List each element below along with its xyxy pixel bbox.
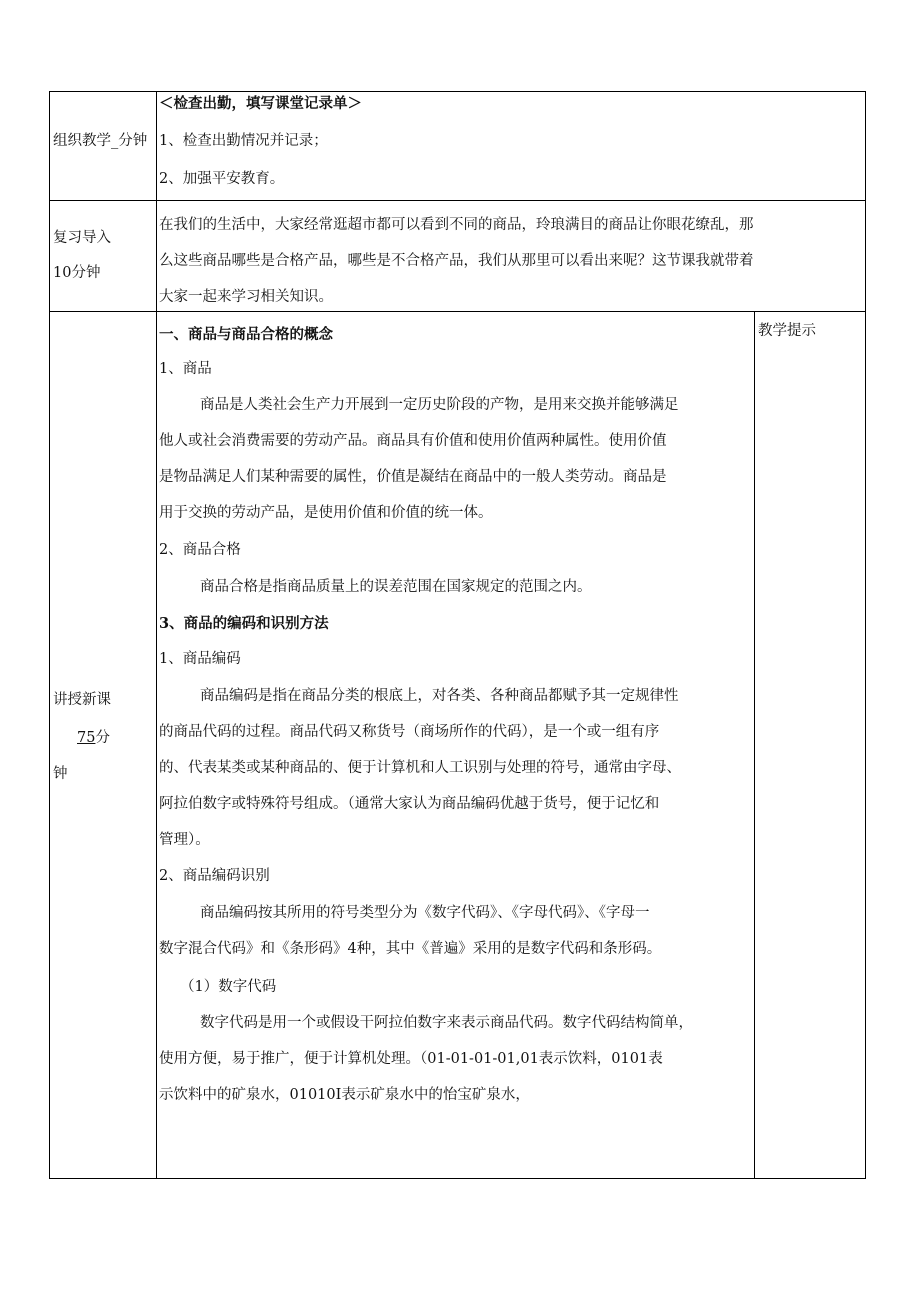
para-coding-line-3: 的、代表某类或某种商品的、便于计算机和人工识别与处理的符号，通常由字母、	[159, 760, 681, 776]
para-numeric-line-2: 使用方便，易于推广，便于计算机处理。（01-01-01-01,01表示饮料，0101表	[159, 1051, 663, 1067]
subsection-recognition: 2、商品编码识别	[159, 868, 270, 884]
row2-text-line-2: 么这些商品哪些是合格产品，哪些是不合格产品，我们从那里可以看出来呢？这节课我就带着	[159, 253, 754, 269]
row2-text-line-3: 大家一起来学习相关知识。	[159, 289, 333, 305]
row1-label	[53, 126, 153, 156]
para-commodity-line-4: 用于交换的劳动产品，是使用价值和价值的统一体。	[159, 505, 493, 521]
column-divider-tip	[754, 311, 755, 1178]
lesson-plan-table	[49, 91, 866, 1179]
column-divider-label	[156, 92, 157, 1178]
para-recognition-line-2: 数字混合代码》和《条形码》4种，其中《普遍》采用的是数字代码和条形码。	[159, 941, 662, 957]
row2-label-line1: 复习导入	[53, 230, 111, 246]
subsection-coding: 1、商品编码	[159, 651, 241, 667]
row1-heading: ＜检查出勤，填写课堂记录单＞	[159, 95, 362, 112]
row1-item-1: 1、检查出勤情况并记录；	[159, 133, 328, 149]
para-recognition-line-1: 商品编码按其所用的符号类型分为《数字代码》、《字母代码》、《字母一	[200, 905, 650, 921]
para-coding-line-4: 阿拉伯数字或特殊符号组成。（通常大家认为商品编码优越于货号，便于记忆和	[159, 796, 660, 812]
row3-minutes-value: 75	[77, 730, 96, 746]
subsection-qualified: 2、商品合格	[159, 542, 241, 558]
para-commodity-line-1: 商品是人类社会生产力开展到一定历史阶段的产物，是用来交换并能够满足	[200, 397, 679, 413]
row1-item-2: 2、加强平安教育。	[159, 171, 285, 187]
teaching-tip-header: 教学提示	[758, 323, 816, 339]
row3-label-line3: 钟	[53, 766, 68, 782]
para-commodity-line-3: 是物品满足人们某种需要的属性，价值是凝结在商品中的一般人类劳动。商品是	[159, 469, 667, 485]
para-numeric-line-1: 数字代码是用一个或假设干阿拉伯数字来表示商品代码。数字代码结构简单，	[200, 1015, 693, 1031]
subsection-commodity: 1、商品	[159, 361, 212, 377]
para-qualified: 商品合格是指商品质量上的误差范围在国家规定的范围之内。	[200, 579, 592, 595]
row-divider-1	[50, 200, 865, 201]
para-numeric-line-3: 示饮料中的矿泉水，01010I表示矿泉水中的怡宝矿泉水，	[159, 1087, 530, 1103]
row3-label-minutes	[77, 730, 110, 747]
row-divider-2	[50, 311, 865, 312]
row2-label-line2: 10分钟	[53, 265, 101, 281]
section-3-heading: 3、商品的编码和识别方法	[159, 615, 329, 632]
para-commodity-line-2: 他人或社会消费需要的劳动产品。商品具有价值和使用价值两种属性。使用价值	[159, 433, 667, 449]
para-coding-line-2: 的商品代码的过程。商品代码又称货号（商场所作的代码），是一个或一组有序	[159, 724, 660, 740]
row3-label-line1: 讲授新课	[53, 692, 111, 708]
row3-minutes-unit: 分	[95, 730, 110, 746]
row2-text-line-1: 在我们的生活中，大家经常逛超市都可以看到不同的商品，玲琅满目的商品让你眼花缭乱，那	[159, 217, 754, 233]
row1-label-text: 组织教学_分钟	[53, 133, 148, 149]
para-coding-line-5: 管理）。	[159, 832, 210, 848]
para-coding-line-1: 商品编码是指在商品分类的根底上，对各类、各种商品都赋予其一定规律性	[200, 688, 679, 704]
section-1-heading: 一、商品与商品合格的概念	[159, 326, 333, 343]
subsection-numeric-code: （1）数字代码	[180, 979, 277, 995]
